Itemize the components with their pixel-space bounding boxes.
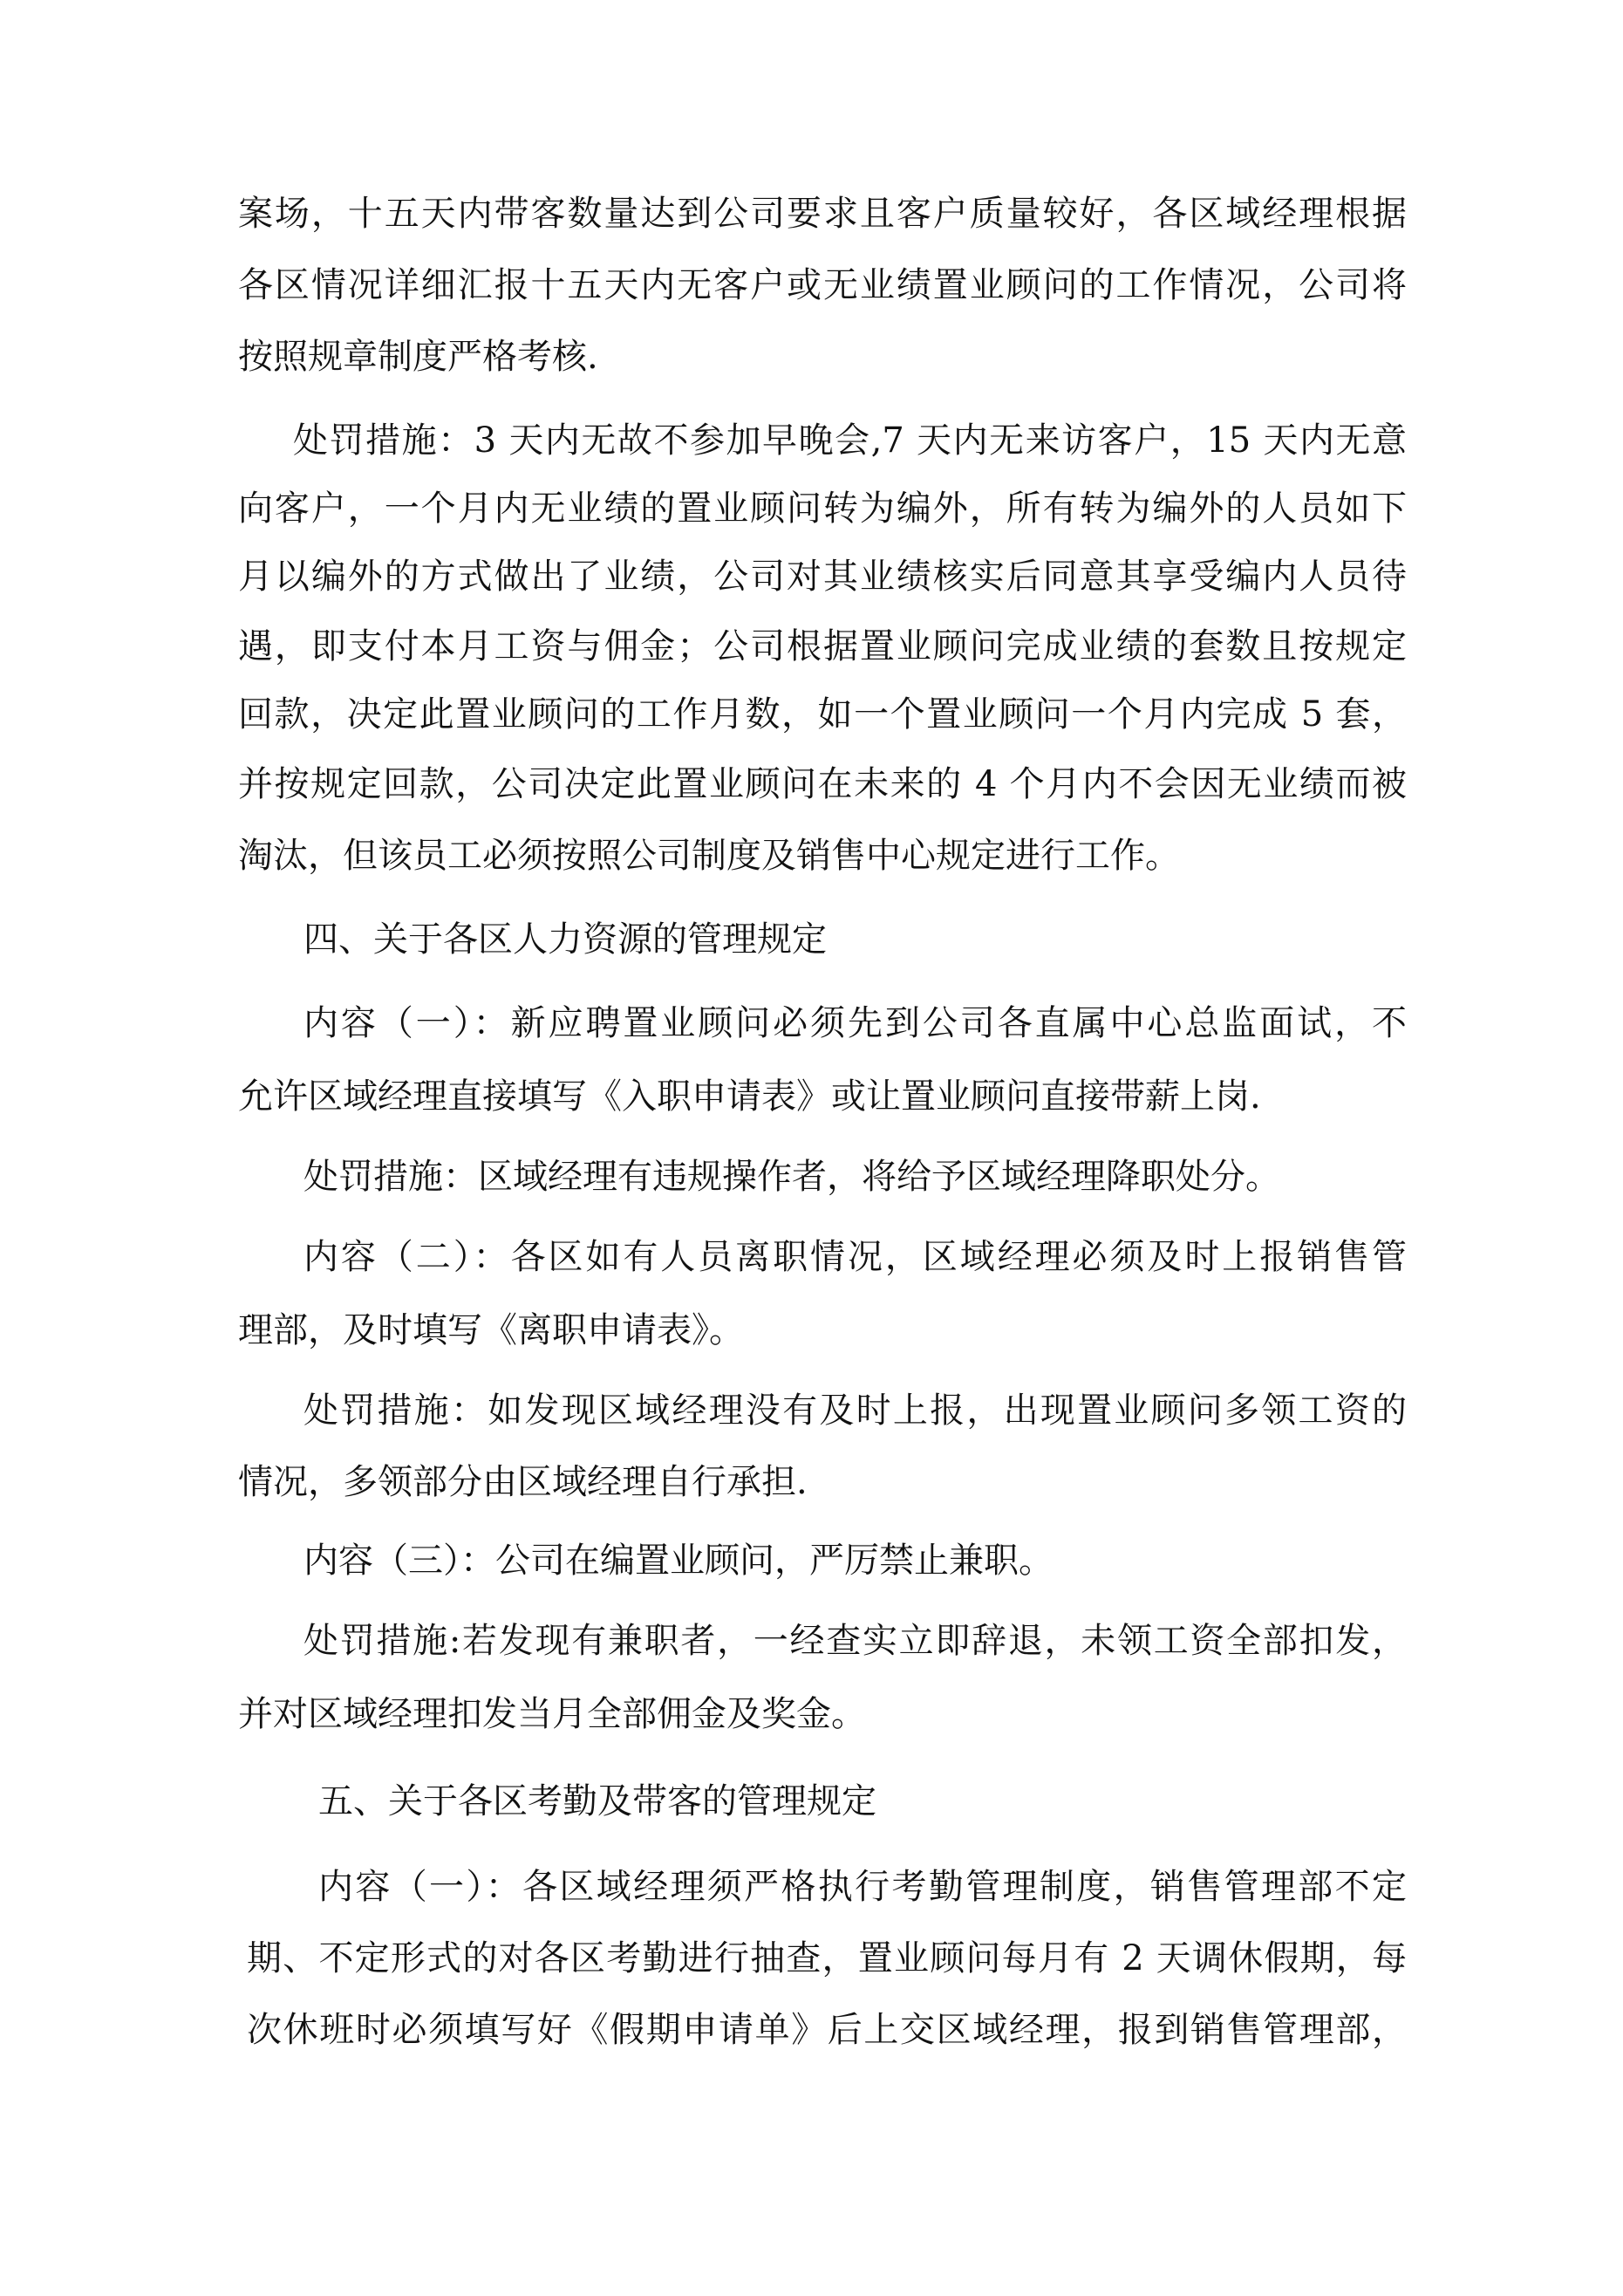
- penalty-paragraph-line: 处罚措施：如发现区域经理没有及时上报，出现置业顾问多领工资的: [303, 1391, 1407, 1431]
- content-item-1: 内容（一）：各区域经理须严格执行考勤管理制度，销售管理部不定: [318, 1867, 1407, 1907]
- content-item-2: 内容（二）：各区如有人员离职情况，区域经理必须及时上报销售管: [303, 1237, 1407, 1277]
- body-text-line: 理部，及时填写《离职申请表》。: [238, 1310, 744, 1350]
- body-text-line: 允许区域经理直接填写《入职申请表》或让置业顾问直接带薪上岗.: [238, 1076, 1261, 1117]
- body-text-line: 按照规章制度严格考核.: [238, 337, 598, 377]
- penalty-paragraph-line: 处罚措施：3 天内无故不参加早晚会,7 天内无来访客户，15 天内无意: [293, 420, 1407, 461]
- section-heading-5: 五、关于各区考勤及带客的管理规定: [318, 1781, 876, 1821]
- section-heading-4: 四、关于各区人力资源的管理规定: [303, 919, 827, 960]
- content-item-1: 内容（一）：新应聘置业顾问必须先到公司各直属中心总监面试，不: [303, 1003, 1407, 1043]
- body-text-line: 淘汰，但该员工必须按照公司制度及销售中心规定进行工作。: [238, 836, 1180, 876]
- body-text-line: 并按规定回款，公司决定此置业顾问在未来的 4 个月内不会因无业绩而被: [238, 764, 1407, 804]
- body-text-line: 遇，即支付本月工资与佣金；公司根据置业顾问完成业绩的套数且按规定: [238, 626, 1407, 666]
- body-text-line: 向客户，一个月内无业绩的置业顾问转为编外，所有转为编外的人员如下: [238, 489, 1407, 529]
- body-text-line: 次休班时必须填写好《假期申请单》后上交区域经理，报到销售管理部，: [247, 2010, 1407, 2050]
- body-text-line: 期、不定形式的对各区考勤进行抽查，置业顾问每月有 2 天调休假期，每: [247, 1938, 1407, 1978]
- body-text-line: 月以编外的方式做出了业绩，公司对其业绩核实后同意其享受编内人员待: [238, 557, 1407, 597]
- body-text-line: 并对区域经理扣发当月全部佣金及奖金。: [238, 1694, 866, 1734]
- body-text-line: 情况，多领部分由区域经理自行承担.: [238, 1462, 808, 1502]
- content-item-3: 内容（三）：公司在编置业顾问，严厉禁止兼职。: [303, 1541, 1054, 1581]
- body-text-line: 各区情况详细汇报十五天内无客户或无业绩置业顾问的工作情况，公司将: [238, 265, 1407, 305]
- body-text-line: 回款，决定此置业顾问的工作月数，如一个置业顾问一个月内完成 5 套，: [238, 694, 1407, 735]
- penalty-paragraph-line: 处罚措施：区域经理有违规操作者，将给予区域经理降职处分。: [303, 1157, 1280, 1197]
- body-text-line: 案场，十五天内带客数量达到公司要求且客户质量较好，各区域经理根据: [238, 194, 1407, 234]
- penalty-paragraph-line: 处罚措施:若发现有兼职者，一经查实立即辞退，未领工资全部扣发，: [303, 1621, 1407, 1661]
